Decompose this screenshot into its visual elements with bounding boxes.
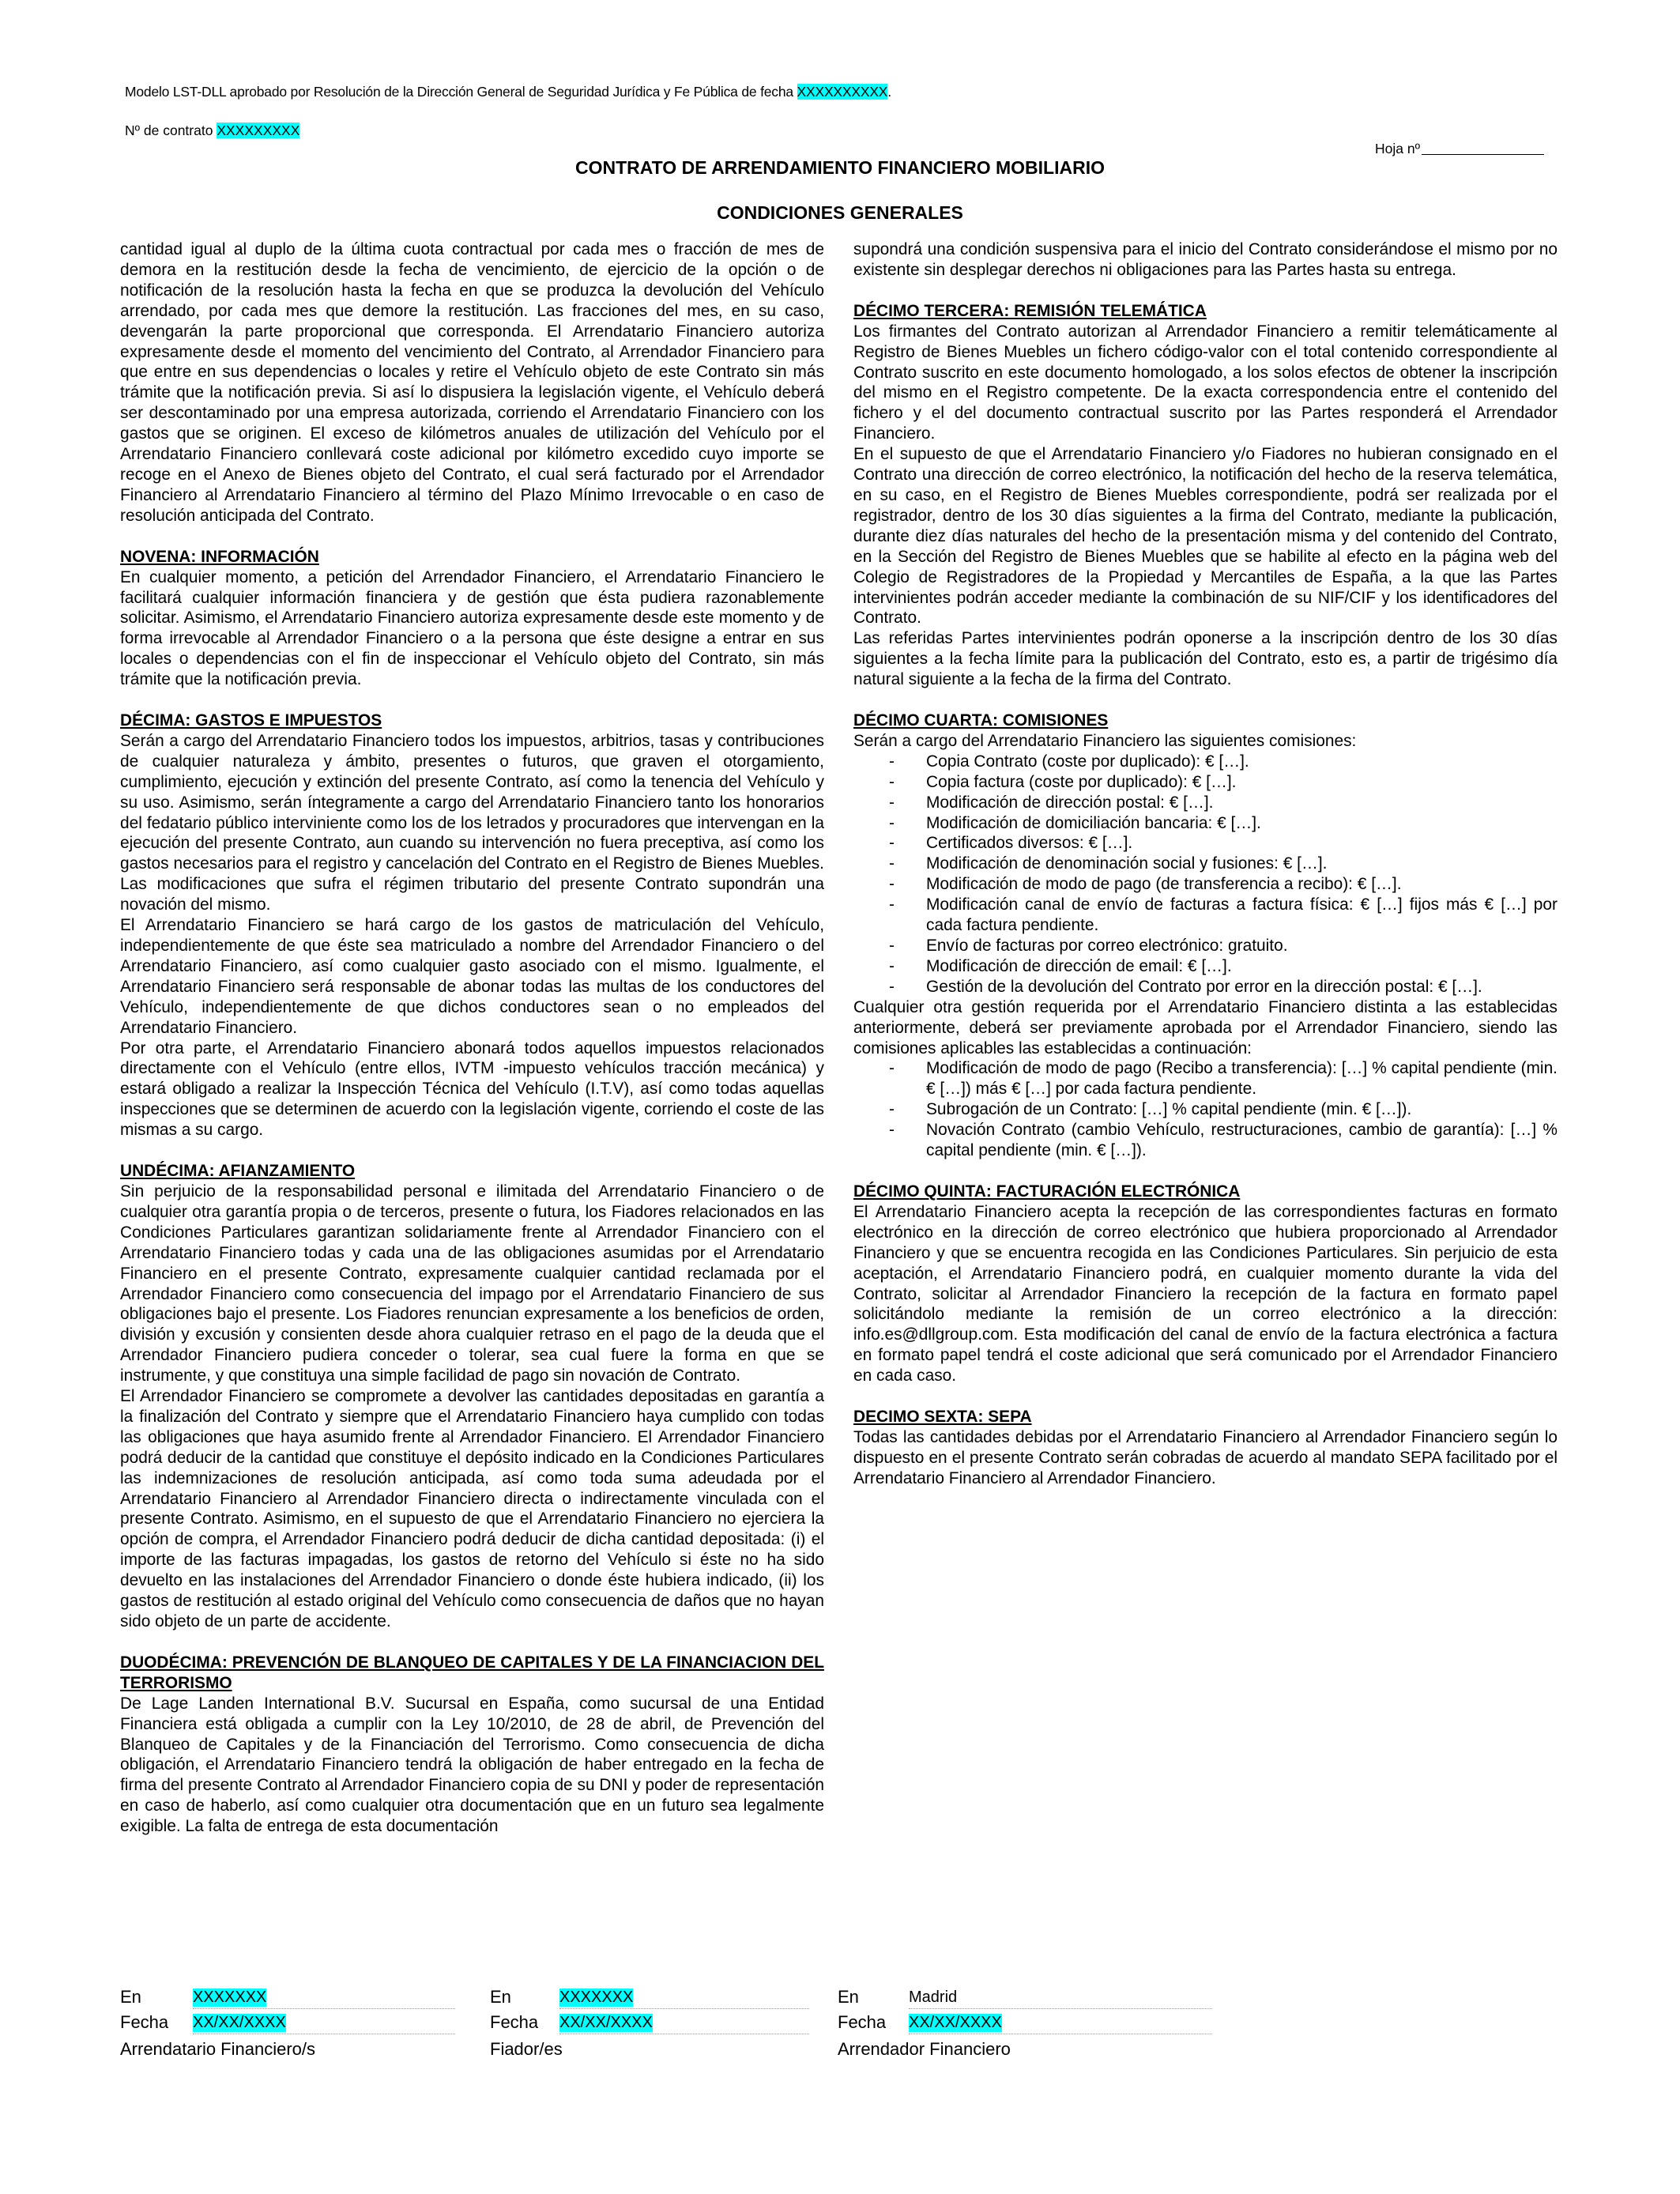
signer-role: Arrendatario Financiero/s [120,2039,316,2059]
clause-heading-undecima: UNDÉCIMA: AFIANZAMIENTO [120,1162,356,1181]
clause-13-paragraph-3: Las referidas Partes intervinientes podrán oponerse a la inscripción dentro de los 30 días siguientes a la fecha límite para la publicación del Contrato, esto es, a partir de trigésimo día natural siguiente a la fecha de la firma del Contrato. [853,629,1558,689]
list-item: - Copia Contrato (coste por duplicado): € […]. [853,752,1558,772]
clause-13-paragraph-2: En el supuesto de que el Arrendatario Financiero y/o Fiadores no hubieran consignado en el Contrato una dirección de correo electrónico, la notificación del hecho de la reserva telemática, en su caso, en el Registro de Bienes Muebles correspondiente, podrá ser realizada por el registrador, dentro de los 30 días siguientes a la firma del Contrato, mediante la publicación, durante diez días naturales del hecho de la presentación misma y del contenido del Contrato, en la Sección del Registro de Bienes Muebles que se habilite al efecto en la página web del Colegio de Registradores de la Propiedad y Mercantiles de España, a la que las Partes intervinientes podrán acceder mediante la combinación de su NIF/CIF y los identificadores del Contrato. [853,445,1558,628]
additional-commissions-list [853,1058,1558,1161]
clause-heading-decimo-cuarta: DÉCIMO CUARTA: COMISIONES [853,711,1109,730]
clause-decima-paragraph-1: Serán a cargo del Arrendatario Financiero todos los impuestos, arbitrios, tasas y contribuciones de cualquier naturaleza y ámbito, presentes o futuros, que graven el otorgamiento, cumplimiento, ejecución y extinción del presente Contrato, así como la tenencia del Vehículo y su uso. Asimismo, serán íntegramente a cargo del Arrendatario Financiero tanto los honorarios del fedatario público interviniente como los de los letrados y procuradores que intervengan en la ejecución del presente Contrato, aun cuando su intervención no fuera preceptiva, así como los gastos necesarios para el registro y cancelación del Contrato en el Registro de Bienes Muebles. Las modificaciones que sufra el régimen tributario del presente Contrato supondrán una novación del mismo. [120,731,824,914]
commissions-list [853,752,1558,997]
list-item: - Modificación de dirección postal: € […]. [853,793,1558,813]
sheet-number-blank [1422,154,1544,155]
signer-role: Arrendador Financiero [838,2039,1011,2059]
clause-heading-duodecima: DUODÉCIMA: PREVENCIÓN DE BLANQUEO DE CAPITALES Y DE LA FINANCIACION DEL TERRORISMO [120,1653,824,1692]
date-value: XX/XX/XXXX [909,2014,1002,2031]
list-item: - Gestión de la devolución del Contrato por error en la dirección postal: € […]. [853,977,1558,997]
clause-13-paragraph-1: Los firmantes del Contrato autorizan al Arrendador Financiero a remitir telemáticamente al Registro de Bienes Muebles un fichero código-valor con el total contenido correspondiente al Contrato suscrito en este documento homologado, a los solos efectos de obtener la inscripción del mismo en el Registro competente. De la exacta correspondencia entre el contenido del fichero y el del documento contractual suscrito por las Partes responderá el Arrendador Financiero. [853,322,1558,443]
place-underline [559,2008,809,2009]
date-label: Fecha [490,2012,539,2032]
list-item: - Certificados diversos: € […]. [853,833,1558,854]
list-item: - Modificación de modo de pago (de transferencia a recibo): € […]. [853,874,1558,895]
document-title: CONTRATO DE ARRENDAMIENTO FINANCIERO MOBILIARIO [575,157,1105,178]
clause-heading-decima: DÉCIMA: GASTOS E IMPUESTOS [120,711,382,730]
clause-undecima-paragraph-2: El Arrendador Financiero se compromete a devolver las cantidades depositadas en garantía a la finalización del Contrato y siempre que el Arrendatario Financiero haya cumplido con todas las obligaciones que haya asumido frente al Arrendador Financiero. El Arrendador Financiero podrá deducir de la cantidad que constituye el depósito indicado en la Condiciones Particulares las indemnizaciones de resolución anticipada, así como toda suma adeudada por el Arrendatario Financiero al Arrendador Financiero directa o indirectamente vinculada con el presente Contrato. Asimismo, en el supuesto de que el Arrendatario Financiero no ejerciera la opción de compra, el Arrendador Financiero podrá deducir de dicha cantidad depositada: (i) el importe de las facturas impagadas, los gastos de retorno del Vehículo si éste no ha sido devuelto en las instalaciones del Arrendador Financiero o donde éste hubiera indicado, (ii) los gastos de restitución al estado original del Vehículo como consecuencia de daños que no hayan sido objeto de un parte de accidente. [120,1387,824,1630]
contract-number-placeholder: XXXXXXXXX [217,123,300,138]
sheet-number-label: Hoja nº [1375,141,1420,156]
contract-number-label: Nº de contrato [125,123,217,138]
model-approval-text: Modelo LST-DLL aprobado por Resolución de la Dirección General de Seguridad Jurídica y Fe Pública de fecha [125,84,797,100]
clause-decima-paragraph-3: Por otra parte, el Arrendatario Financiero abonará todos aquellos impuestos relacionados directamente con el Vehículo (entre ellos, IVTM -impuesto vehículos tracción mecánica) y estará obligado a realizar la Inspección Técnica del Vehículo (I.T.V), así como todas aquellas inspecciones que se determinen de acuerdo con la legislación vigente, corriendo el coste de las mismas a su cargo. [120,1039,824,1140]
clause-novena-text: En cualquier momento, a petición del Arrendador Financiero, el Arrendatario Financiero le facilitará cualquier información financiera y de gestión que ésta pudiera razonablemente solicitar. Asimismo, el Arrendatario Financiero autoriza expresamente desde este momento y de forma irrevocable al Arrendador Financiero o a la persona que éste designe a entrar en sus locales o dependencias con el fin de inspeccionar el Vehículo objeto del Contrato, sin más trámite que la notificación previa. [120,567,824,689]
clause-duodecima-text: De Lage Landen International B.V. Sucursal en España, como sucursal de una Entidad Financiera está obligada a cumplir con la Ley 10/2010, de 28 de abril, de Prevención del Blanqueo de Capitales y de la Financiación del Terrorismo. Como consecuencia de dicha obligación, el Arrendatario Financiero tendrá la obligación de haber entregado en la fecha de firma del presente Contrato al Arrendador Financiero copia de su DNI y poder de representación en caso de haberlo, así como cualquier otra documentación que en un futuro sea legalmente exigible. La falta de entrega de esta documentación [120,1694,824,1836]
clause-15-text: El Arrendatario Financiero acepta la recepción de las correspondientes facturas en formato electrónico en la dirección de correo electrónico que hubiera proporcionado al Arrendador Financiero y que se encuentra recogida en las Condiciones Particulares. Sin perjuicio de esta aceptación, el Arrendatario Financiero podrá, en cualquier momento durante la vida del Contrato, solicitar al Arrendador Financiero la recepción de la factura en formato papel solicitándolo mediante la remisión de un correo electrónico a la dirección: info.es@dllgroup.com. Esta modificación del canal de envío de la factura electrónica a factura en formato papel tendrá el coste adicional que será comunicado por el Arrendador Financiero en cada caso. [853,1202,1558,1385]
sheet-number-field [1375,141,1544,157]
place-label: En [490,1987,511,2007]
date-label: Fecha [120,2012,169,2032]
clause-14-other: Cualquier otra gestión requerida por el Arrendatario Financiero distinta a las establecidas anteriormente, deberá ser previamente aprobada por el Arrendador Financiero, siendo las comisiones aplicables las establecidas a continuación: [853,997,1558,1057]
place-value: XXXXXXX [559,1989,634,2006]
clause-octava-continuation: cantidad igual al duplo de la última cuota contractual por cada mes o fracción de mes de demora en la restitución desde la fecha de vencimiento, de ejercicio de la opción o de notificación de la resolución hasta la fecha en que se produzca la devolución del Vehículo arrendado, por cada mes que demore la restitución. Las fracciones del mes, en su caso, devengarán la parte proporcional que corresponda. El Arrendatario Financiero autoriza expresamente desde el momento del vencimiento del Contrato, al Arrendador Financiero para que entre en sus dependencias o locales y retire el Vehículo objeto de este Contrato sin más trámite que la notificación previa. Si así lo dispusiera la legislación vigente, el Vehículo deberá ser descontaminado por una empresa autorizada, corriendo el Arrendatario Financiero con los gastos que se originen. El exceso de kilómetros anuales de utilización del Vehículo por el Arrendatario Financiero conllevará coste adicional por kilómetro excedido cuyo importe se recoge en el Anexo de Bienes objeto del Contrato, el cual será facturado por el Arrendador Financiero al Arrendatario Financiero al término del Plazo Mínimo Irrevocable o en caso de resolución anticipada del Contrato. [120,240,824,525]
clause-heading-decimo-quinta: DÉCIMO QUINTA: FACTURACIÓN ELECTRÓNICA [853,1182,1241,1201]
clause-decima-paragraph-2: El Arrendatario Financiero se hará cargo de los gastos de matriculación del Vehículo, independientemente de que éste sea matriculado a nombre del Arrendador Financiero o del Arrendatario Financiero, así como cualquier gasto asociado con el mismo. Igualmente, el Arrendatario Financiero será responsable de abonar todas las multas de los conductores del Vehículo, independientemente de que dichos conductores sean o no empleados del Arrendatario Financiero. [120,916,824,1037]
signer-role: Fiador/es [490,2039,563,2059]
model-approval-line [125,84,891,100]
clause-heading-decimo-tercera: DÉCIMO TERCERA: REMISIÓN TELEMÁTICA [853,301,1207,320]
clause-undecima-paragraph-1: Sin perjuicio de la responsabilidad personal e ilimitada del Arrendatario Financiero o de cualquier otra garantía propia o de terceros, presente o futura, los Fiadores relacionados en las Condiciones Particulares garantizan solidariamente frente al Arrendador Financiero con el Arrendatario Financiero todas y cada una de las obligaciones asumidas por el Arrendatario Financiero en el presente Contrato, expresamente cualquier cantidad reclamada por el Arrendador Financiero como consecuencia del impago por el Arrendatario Financiero de sus obligaciones bajo el presente. Los Fiadores renuncian expresamente a los beneficios de orden, división y excusión y consienten desde ahora cualquier retraso en el pago de la deuda que el Arrendador Financiero pudiera conceder o tolerar, sea cual fuere la forma en que se instrumente, y que constituya una simple facilidad de pago sin novación de Contrato. [120,1182,824,1385]
left-column [120,239,824,1837]
place-value: XXXXXXX [193,1989,267,2006]
list-item: - Subrogación de un Contrato: […] % capital pendiente (min. € […]). [853,1099,1558,1120]
right-column [853,239,1558,1489]
model-approval-suffix: . [887,84,891,100]
list-item: - Novación Contrato (cambio Vehículo, restructuraciones, cambio de garantía): […] % capital pendiente (min. € […]). [853,1120,1558,1161]
list-item: - Modificación de domiciliación bancaria: € […]. [853,813,1558,834]
place-label: En [838,1987,859,2007]
list-item: - Modificación de dirección de email: € […]. [853,956,1558,977]
clause-14-intro: Serán a cargo del Arrendatario Financiero las siguientes comisiones: [853,731,1357,750]
clause-16-text: Todas las cantidades debidas por el Arrendatario Financiero al Arrendador Financiero según lo dispuesto en el presente Contrato serán cobradas de acuerdo al mandato SEPA facilitado por el Arrendatario Financiero al Arrendador Financiero. [853,1427,1558,1487]
list-item: - Copia factura (coste por duplicado): € […]. [853,772,1558,793]
clause-duodecima-continuation: supondrá una condición suspensiva para el inicio del Contrato considerándose el mismo por no existente sin desplegar derechos ni obligaciones para las Partes hasta su entrega. [853,240,1558,279]
date-value: XX/XX/XXXX [559,2014,653,2031]
list-item: - Envío de facturas por correo electrónico: gratuito. [853,936,1558,956]
model-date-placeholder: XXXXXXXXXX [797,84,888,100]
list-item: - Modificación canal de envío de facturas a factura física: € […] fijos más € […] por cada factura pendiente. [853,895,1558,936]
date-value: XX/XX/XXXX [193,2014,286,2031]
list-item: - Modificación de modo de pago (Recibo a transferencia): […] % capital pendiente (min. € […]) más € […] por cada factura pendiente. [853,1058,1558,1099]
date-label: Fecha [838,2012,887,2032]
clause-heading-decimo-sexta: DECIMO SEXTA: SEPA [853,1408,1032,1427]
document-subtitle: CONDICIONES GENERALES [717,202,963,223]
list-item: - Modificación de denominación social y fusiones: € […]. [853,854,1558,874]
place-underline [909,2008,1212,2009]
place-value: Madrid [909,1989,958,2006]
contract-number-line [125,123,299,139]
place-label: En [120,1987,141,2007]
clause-heading-novena: NOVENA: INFORMACIÓN [120,547,319,566]
place-underline [193,2008,455,2009]
